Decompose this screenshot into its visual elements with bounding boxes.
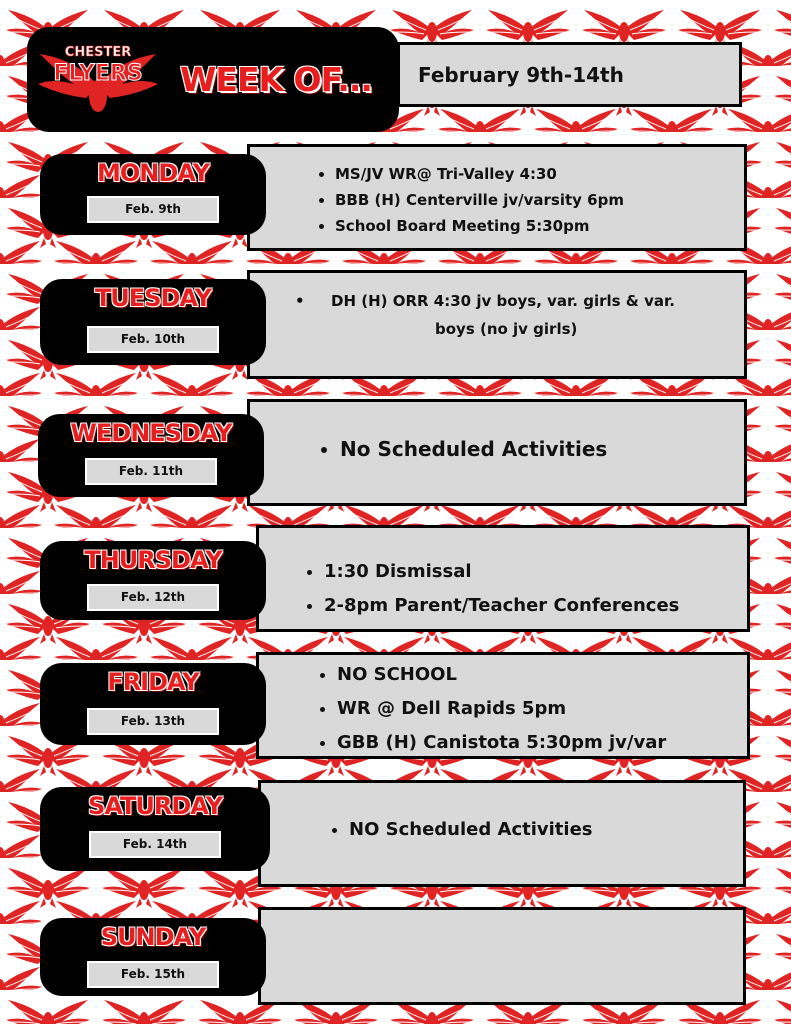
day-name: SUNDAY (100, 923, 206, 951)
day-date: Feb. 10th (87, 326, 219, 353)
wednesday-label (38, 414, 264, 497)
activity-item: • WR @ Dell Rapids 5pm (337, 692, 666, 726)
thursday-activities-box (256, 525, 750, 632)
day-date: Feb. 11th (85, 458, 217, 485)
day-name: MONDAY (97, 159, 209, 187)
activity-item: boys (no jv girls) (435, 320, 578, 338)
activity-item: • NO Scheduled Activities (349, 813, 593, 847)
activity-item: DH (H) ORR 4:30 jv boys, var. girls & var. (331, 292, 675, 310)
tuesday-activities-box: • DH (H) ORR 4:30 jv boys, var. girls & var. boys (no jv girls) (247, 270, 747, 379)
activity-item: • 2-8pm Parent/Teacher Conferences (324, 589, 679, 623)
day-date: Feb. 14th (89, 831, 221, 858)
day-date: Feb. 12th (87, 584, 219, 611)
activity-item: • GBB (H) Canistota 5:30pm jv/var (337, 726, 666, 760)
activity-item: • MS/JV WR@ Tri-Valley 4:30 (335, 161, 624, 187)
friday-activities-box (256, 652, 750, 759)
monday-label (40, 154, 266, 235)
logo-line1: CHESTER (64, 45, 132, 60)
day-name: FRIDAY (107, 668, 199, 696)
monday-activities-box (247, 144, 747, 251)
saturday-activities-box (258, 780, 746, 887)
chester-flyers-logo (34, 38, 162, 122)
day-name: THURSDAY (84, 546, 222, 574)
activity-item: • School Board Meeting 5:30pm (335, 213, 624, 239)
friday-label (40, 663, 266, 745)
week-dates: February 9th-14th (418, 63, 624, 87)
day-date: Feb. 15th (87, 961, 219, 988)
activity-item: • No Scheduled Activities (340, 432, 607, 466)
day-date: Feb. 13th (87, 708, 219, 735)
tuesday-label (40, 279, 266, 365)
day-name: WEDNESDAY (70, 419, 232, 447)
sunday-activities-box (258, 907, 746, 1005)
saturday-label (40, 787, 270, 871)
activity-item: • NO SCHOOL (337, 658, 666, 692)
day-date: Feb. 9th (87, 196, 219, 223)
thursday-label (40, 541, 266, 620)
activity-item: • BBB (H) Centerville jv/varsity 6pm (335, 187, 624, 213)
day-name: TUESDAY (94, 284, 212, 312)
logo-line2: FLYERS (53, 61, 143, 86)
week-dates-box (397, 42, 742, 107)
wednesday-activities-box (247, 399, 747, 506)
day-name: SATURDAY (88, 792, 222, 820)
week-of-title: WEEK OF... (180, 60, 372, 99)
activity-item: • 1:30 Dismissal (324, 555, 679, 589)
sunday-label (40, 918, 266, 996)
